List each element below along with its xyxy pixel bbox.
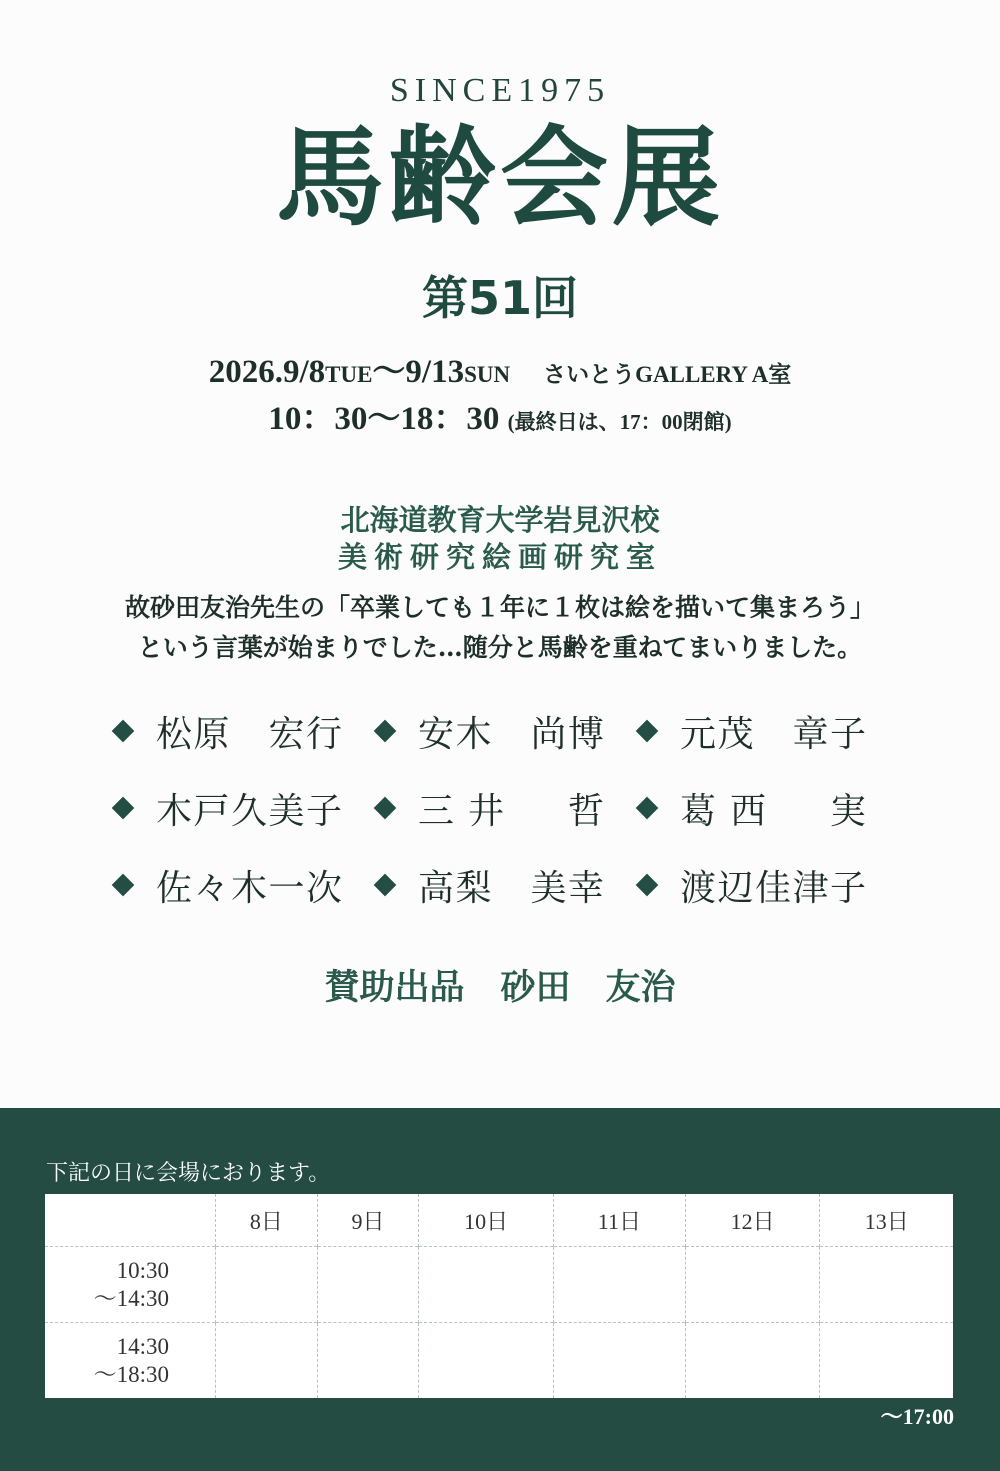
- hours-range: 10：30〜18：30: [268, 401, 500, 437]
- end-date: 〜9/13: [372, 354, 465, 390]
- member-name: 高梨 美幸: [418, 867, 604, 909]
- day-header: 13日: [820, 1194, 953, 1247]
- member-name: 安木 尚博: [418, 713, 604, 755]
- table-cell: [820, 1323, 953, 1399]
- member-item: [112, 787, 374, 832]
- hours-note: (最終日は、17：00閉館): [507, 410, 732, 434]
- day-header: 9日: [317, 1194, 419, 1247]
- venue-kana: さいとう: [543, 362, 636, 387]
- member-item: [636, 787, 912, 832]
- diamond-bullet-icon: [636, 720, 658, 742]
- member-item: [112, 864, 374, 909]
- member-item: [636, 864, 912, 909]
- attendance-notice: 下記の日に会場におります。: [46, 1161, 331, 1186]
- member-item: [374, 787, 636, 832]
- diamond-bullet-icon: [374, 720, 396, 742]
- table-cell: [317, 1323, 419, 1399]
- day-header: 10日: [419, 1194, 554, 1247]
- table-row: [45, 1247, 953, 1323]
- time-slot: [45, 1323, 216, 1399]
- start-date: 2026.9/8: [208, 354, 326, 390]
- member-name: 佐々木一次: [156, 867, 342, 909]
- member-name: 葛西 実: [680, 790, 866, 832]
- table-header-row: [45, 1194, 953, 1247]
- table-cell: [553, 1323, 685, 1399]
- special-exhibit: [0, 960, 1000, 1010]
- diamond-bullet-icon: [112, 720, 134, 742]
- member-item: [374, 864, 636, 909]
- slot-start: 10:30: [116, 1257, 169, 1283]
- organization-line1: 北海道教育大学岩見沢校: [340, 503, 660, 537]
- description: [0, 588, 1000, 668]
- diamond-bullet-icon: [636, 874, 658, 896]
- table-cell: [419, 1323, 554, 1399]
- table-cell: [820, 1247, 953, 1323]
- slot-end: 〜18:30: [93, 1361, 169, 1387]
- table-cell: [685, 1323, 820, 1399]
- table-cell: [216, 1247, 318, 1323]
- diamond-bullet-icon: [374, 797, 396, 819]
- member-name: 元茂 章子: [680, 713, 866, 755]
- table-cell: [553, 1247, 685, 1323]
- table-cell: [685, 1247, 820, 1323]
- closing-time-note: 〜17:00: [880, 1404, 954, 1429]
- day-header: 12日: [685, 1194, 820, 1247]
- exhibition-dates: [0, 345, 1000, 392]
- member-item: [374, 710, 636, 755]
- day-header: 11日: [553, 1194, 685, 1247]
- member-item: [636, 710, 912, 755]
- diamond-bullet-icon: [636, 797, 658, 819]
- attendance-table: [45, 1194, 953, 1398]
- time-slot: [45, 1247, 216, 1323]
- diamond-bullet-icon: [112, 797, 134, 819]
- edition-label: 第51回: [421, 271, 578, 325]
- member-item: [112, 710, 374, 755]
- day-header: 8日: [216, 1194, 318, 1247]
- table-cell: [419, 1247, 554, 1323]
- diamond-bullet-icon: [374, 874, 396, 896]
- organization-line2: 美術研究絵画研究室: [337, 540, 662, 574]
- exhibition-title: 馬齢会展: [275, 116, 724, 241]
- slot-end: 〜14:30: [93, 1285, 169, 1311]
- member-name: 三井 哲: [418, 790, 604, 832]
- table-cell: [216, 1323, 318, 1399]
- description-line1: 故砂田友治先生の「卒業しても１年に１枚は絵を描いて集まろう」: [124, 593, 875, 622]
- table-cell: [317, 1247, 419, 1323]
- corner-cell: [45, 1194, 216, 1247]
- member-name: 木戸久美子: [156, 790, 342, 832]
- venue-gallery: GALLERY A室: [635, 362, 792, 387]
- slot-start: 14:30: [116, 1333, 169, 1359]
- member-name: 渡辺佳津子: [680, 867, 866, 909]
- description-line2: という言葉が始まりでした…随分と馬齢を重ねてまいりました。: [137, 633, 863, 662]
- diamond-bullet-icon: [112, 874, 134, 896]
- table-row: [45, 1323, 953, 1399]
- opening-hours: [0, 392, 1000, 439]
- special-name: 砂田 友治: [500, 967, 676, 1008]
- since-label: SINCE1975: [389, 72, 611, 109]
- end-weekday: SUN: [464, 362, 511, 387]
- member-name: 松原 宏行: [156, 713, 342, 755]
- member-list: [112, 710, 912, 909]
- special-label: 賛助出品: [324, 967, 465, 1008]
- start-weekday: TUE: [325, 362, 373, 387]
